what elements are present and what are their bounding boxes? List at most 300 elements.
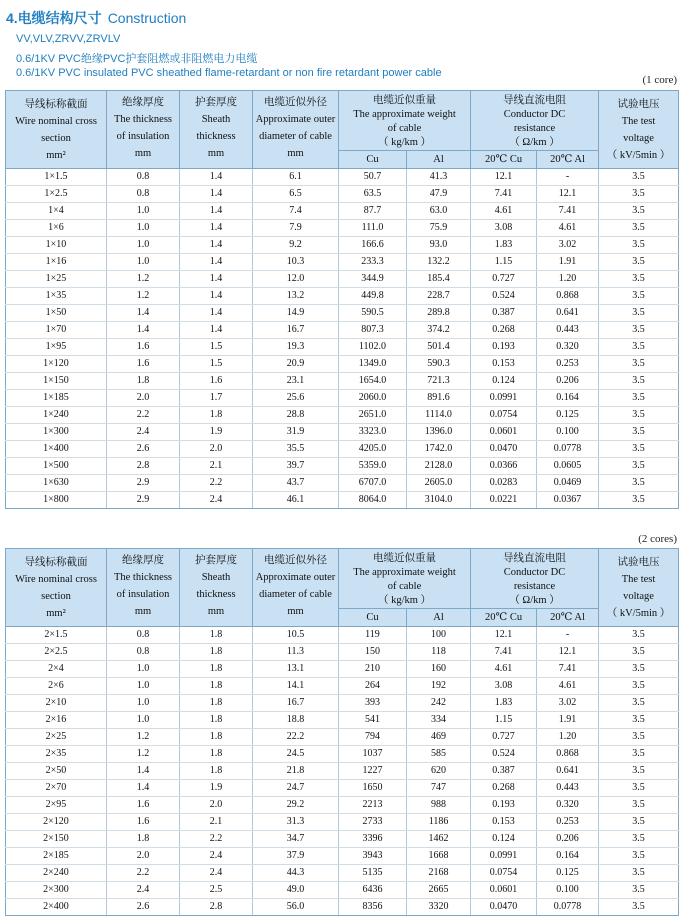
cell-res-cu: 0.0470	[471, 441, 537, 458]
cell-weight-al: 2128.0	[407, 458, 471, 475]
cell-res-al: 0.0778	[537, 899, 599, 916]
cell-weight-cu: 344.9	[339, 271, 407, 288]
cell-res-al: 0.253	[537, 356, 599, 373]
table-row	[6, 661, 679, 678]
cell-sheath: 1.6	[180, 373, 253, 390]
cell-weight-cu: 1654.0	[339, 373, 407, 390]
cell-insulation: 1.4	[107, 763, 180, 780]
cell-voltage: 3.5	[599, 882, 679, 899]
cell-res-al: 0.320	[537, 797, 599, 814]
cell-res-cu: 0.268	[471, 322, 537, 339]
cell-weight-al: 289.8	[407, 305, 471, 322]
cell-weight-cu: 2060.0	[339, 390, 407, 407]
cell-weight-al: 160	[407, 661, 471, 678]
cell-sheath: 2.0	[180, 441, 253, 458]
cell-insulation: 2.9	[107, 475, 180, 492]
cell-res-cu: 1.15	[471, 712, 537, 729]
cell-res-cu: 0.0601	[471, 424, 537, 441]
cell-weight-cu: 2213	[339, 797, 407, 814]
cell-diameter: 20.9	[253, 356, 339, 373]
table-row	[6, 220, 679, 237]
cell-insulation: 1.6	[107, 814, 180, 831]
cell-sheath: 2.2	[180, 475, 253, 492]
cell-res-cu: 0.387	[471, 763, 537, 780]
cell-res-cu: 0.124	[471, 373, 537, 390]
cell-section: 2×300	[6, 882, 107, 899]
cell-res-al: 1.91	[537, 712, 599, 729]
cell-sheath: 2.4	[180, 492, 253, 509]
cell-insulation: 1.8	[107, 373, 180, 390]
cell-insulation: 1.2	[107, 746, 180, 763]
cell-diameter: 16.7	[253, 322, 339, 339]
cell-sheath: 1.9	[180, 780, 253, 797]
cell-voltage: 3.5	[599, 458, 679, 475]
cell-section: 1×630	[6, 475, 107, 492]
cell-weight-cu: 2733	[339, 814, 407, 831]
cell-res-cu: 0.193	[471, 339, 537, 356]
cell-voltage: 3.5	[599, 627, 679, 644]
table-row	[6, 695, 679, 712]
cell-diameter: 46.1	[253, 492, 339, 509]
cell-section: 2×240	[6, 865, 107, 882]
cell-weight-cu: 1102.0	[339, 339, 407, 356]
cell-sheath: 2.0	[180, 797, 253, 814]
cell-insulation: 1.0	[107, 661, 180, 678]
cell-res-cu: 1.83	[471, 695, 537, 712]
cell-weight-al: 41.3	[407, 169, 471, 186]
cell-section: 1×70	[6, 322, 107, 339]
cell-sheath: 1.8	[180, 712, 253, 729]
core-label-2: (2 cores)	[638, 533, 677, 545]
cell-res-cu: 0.153	[471, 814, 537, 831]
cell-insulation: 1.4	[107, 305, 180, 322]
cell-sheath: 2.4	[180, 848, 253, 865]
cell-voltage: 3.5	[599, 390, 679, 407]
cell-weight-al: 242	[407, 695, 471, 712]
cell-weight-al: 192	[407, 678, 471, 695]
cell-section: 1×4	[6, 203, 107, 220]
cell-weight-al: 1462	[407, 831, 471, 848]
cell-diameter: 23.1	[253, 373, 339, 390]
cell-res-al: 0.0605	[537, 458, 599, 475]
cell-voltage: 3.5	[599, 424, 679, 441]
table-row	[6, 831, 679, 848]
header-res-cu: 20℃ Cu	[471, 151, 537, 169]
cell-section: 1×16	[6, 254, 107, 271]
cell-sheath: 2.5	[180, 882, 253, 899]
cell-sheath: 2.1	[180, 458, 253, 475]
cell-section: 2×6	[6, 678, 107, 695]
cell-diameter: 43.7	[253, 475, 339, 492]
cell-res-al: 0.164	[537, 848, 599, 865]
header-sheath: 护套厚度 Sheath thickness mm	[180, 91, 253, 169]
cell-weight-al: 185.4	[407, 271, 471, 288]
cell-section: 2×185	[6, 848, 107, 865]
table-row	[6, 797, 679, 814]
cell-res-al: 12.1	[537, 644, 599, 661]
table-row	[6, 237, 679, 254]
table-row	[6, 305, 679, 322]
cell-voltage: 3.5	[599, 169, 679, 186]
cell-diameter: 10.3	[253, 254, 339, 271]
cell-res-al: 0.125	[537, 407, 599, 424]
header-res-al: 20℃ Al	[537, 609, 599, 627]
cell-res-al: 0.0367	[537, 492, 599, 509]
cell-res-cu: 0.0366	[471, 458, 537, 475]
header-res-al: 20℃ Al	[537, 151, 599, 169]
cell-diameter: 34.7	[253, 831, 339, 848]
cell-res-al: -	[537, 169, 599, 186]
cell-weight-al: 93.0	[407, 237, 471, 254]
table-row	[6, 356, 679, 373]
cell-weight-cu: 1349.0	[339, 356, 407, 373]
cell-res-al: 0.443	[537, 322, 599, 339]
header-weight-cu: Cu	[339, 609, 407, 627]
cell-insulation: 0.8	[107, 644, 180, 661]
cell-diameter: 19.3	[253, 339, 339, 356]
table-row	[6, 746, 679, 763]
header-weight-al: Al	[407, 151, 471, 169]
cell-section: 1×1.5	[6, 169, 107, 186]
cell-weight-al: 2168	[407, 865, 471, 882]
cell-res-cu: 3.08	[471, 220, 537, 237]
cell-insulation: 0.8	[107, 186, 180, 203]
cell-diameter: 31.3	[253, 814, 339, 831]
cell-weight-al: 620	[407, 763, 471, 780]
cell-voltage: 3.5	[599, 288, 679, 305]
cell-diameter: 31.9	[253, 424, 339, 441]
cell-section: 1×25	[6, 271, 107, 288]
cell-voltage: 3.5	[599, 203, 679, 220]
cell-res-cu: 0.193	[471, 797, 537, 814]
cell-weight-al: 2665	[407, 882, 471, 899]
cell-res-cu: 0.0991	[471, 848, 537, 865]
cell-voltage: 3.5	[599, 186, 679, 203]
header-insulation: 绝缘厚度 The thickness of insulation mm	[107, 549, 180, 627]
cell-section: 2×2.5	[6, 644, 107, 661]
cell-diameter: 7.9	[253, 220, 339, 237]
header-weight-al: Al	[407, 609, 471, 627]
cell-sheath: 1.8	[180, 644, 253, 661]
spec-table-1-core	[5, 90, 679, 509]
cell-diameter: 21.8	[253, 763, 339, 780]
cell-res-cu: 0.524	[471, 746, 537, 763]
cell-res-cu: 0.0470	[471, 899, 537, 916]
cell-res-cu: 0.727	[471, 271, 537, 288]
cell-weight-cu: 794	[339, 729, 407, 746]
cell-res-cu: 0.524	[471, 288, 537, 305]
cell-section: 2×400	[6, 899, 107, 916]
cell-res-al: 0.125	[537, 865, 599, 882]
cell-diameter: 11.3	[253, 644, 339, 661]
cell-res-cu: 0.153	[471, 356, 537, 373]
table-row	[6, 644, 679, 661]
cell-insulation: 0.8	[107, 627, 180, 644]
cell-weight-cu: 1037	[339, 746, 407, 763]
header-weight-cu: Cu	[339, 151, 407, 169]
cell-section: 1×300	[6, 424, 107, 441]
table-row	[6, 254, 679, 271]
cell-weight-al: 334	[407, 712, 471, 729]
cell-insulation: 2.0	[107, 848, 180, 865]
cell-weight-cu: 3943	[339, 848, 407, 865]
table-row	[6, 186, 679, 203]
cell-weight-al: 118	[407, 644, 471, 661]
table-row	[6, 271, 679, 288]
cell-section: 2×25	[6, 729, 107, 746]
cell-res-cu: 0.727	[471, 729, 537, 746]
cell-sheath: 1.8	[180, 627, 253, 644]
cell-weight-al: 747	[407, 780, 471, 797]
cell-sheath: 1.8	[180, 729, 253, 746]
cell-insulation: 1.0	[107, 203, 180, 220]
cell-insulation: 1.6	[107, 356, 180, 373]
cell-insulation: 1.6	[107, 339, 180, 356]
table-row	[6, 882, 679, 899]
cell-diameter: 13.1	[253, 661, 339, 678]
cell-sheath: 1.4	[180, 254, 253, 271]
cell-insulation: 1.0	[107, 237, 180, 254]
cell-insulation: 1.0	[107, 678, 180, 695]
cell-voltage: 3.5	[599, 661, 679, 678]
cell-weight-al: 1396.0	[407, 424, 471, 441]
header-voltage: 试验电压 The test voltage （ kV/5min ）	[599, 91, 679, 169]
table-row	[6, 763, 679, 780]
cell-weight-cu: 5359.0	[339, 458, 407, 475]
cell-res-al: -	[537, 627, 599, 644]
cell-weight-al: 590.3	[407, 356, 471, 373]
cell-res-cu: 0.0991	[471, 390, 537, 407]
cell-weight-al: 1114.0	[407, 407, 471, 424]
cell-res-cu: 0.387	[471, 305, 537, 322]
cell-voltage: 3.5	[599, 678, 679, 695]
cell-res-al: 1.20	[537, 271, 599, 288]
cell-sheath: 2.4	[180, 865, 253, 882]
table-row	[6, 780, 679, 797]
cell-section: 2×16	[6, 712, 107, 729]
table-row	[6, 475, 679, 492]
section-english-title: Construction	[107, 10, 187, 26]
table-row	[6, 899, 679, 916]
cell-voltage: 3.5	[599, 865, 679, 882]
cell-weight-cu: 6436	[339, 882, 407, 899]
cell-diameter: 6.5	[253, 186, 339, 203]
cell-section: 1×400	[6, 441, 107, 458]
cell-res-cu: 0.0221	[471, 492, 537, 509]
cell-weight-cu: 166.6	[339, 237, 407, 254]
cell-res-al: 0.868	[537, 288, 599, 305]
cell-sheath: 1.5	[180, 339, 253, 356]
table-row	[6, 407, 679, 424]
cell-weight-cu: 4205.0	[339, 441, 407, 458]
cell-sheath: 1.4	[180, 305, 253, 322]
cell-weight-al: 1668	[407, 848, 471, 865]
cell-voltage: 3.5	[599, 712, 679, 729]
cell-insulation: 1.0	[107, 254, 180, 271]
cell-sheath: 1.4	[180, 220, 253, 237]
cell-weight-cu: 393	[339, 695, 407, 712]
table-row	[6, 288, 679, 305]
cell-res-cu: 3.08	[471, 678, 537, 695]
cell-insulation: 2.4	[107, 424, 180, 441]
cell-voltage: 3.5	[599, 831, 679, 848]
cell-voltage: 3.5	[599, 407, 679, 424]
cell-weight-al: 988	[407, 797, 471, 814]
cell-voltage: 3.5	[599, 492, 679, 509]
cell-sheath: 1.8	[180, 746, 253, 763]
cell-section: 1×800	[6, 492, 107, 509]
header-diameter: 电缆近似外径 Approximate outer diameter of cable mm	[253, 549, 339, 627]
cell-voltage: 3.5	[599, 899, 679, 916]
table-row	[6, 848, 679, 865]
cell-weight-al: 228.7	[407, 288, 471, 305]
cell-section: 2×1.5	[6, 627, 107, 644]
cell-res-al: 12.1	[537, 186, 599, 203]
cell-weight-cu: 8064.0	[339, 492, 407, 509]
header-voltage: 试验电压 The test voltage （ kV/5min ）	[599, 549, 679, 627]
cell-insulation: 2.2	[107, 407, 180, 424]
header-weight: 电缆近似重量 The approximate weight of cable （ kg/km ）	[339, 549, 471, 609]
spec-table-2-cores	[5, 548, 679, 916]
table-row	[6, 339, 679, 356]
cell-weight-al: 100	[407, 627, 471, 644]
cell-weight-al: 891.6	[407, 390, 471, 407]
cell-weight-cu: 63.5	[339, 186, 407, 203]
cell-res-al: 3.02	[537, 237, 599, 254]
cell-res-al: 0.164	[537, 390, 599, 407]
cell-voltage: 3.5	[599, 305, 679, 322]
cell-weight-cu: 111.0	[339, 220, 407, 237]
cell-section: 1×240	[6, 407, 107, 424]
cell-diameter: 6.1	[253, 169, 339, 186]
cell-weight-cu: 119	[339, 627, 407, 644]
cell-insulation: 2.9	[107, 492, 180, 509]
cell-section: 2×95	[6, 797, 107, 814]
cell-voltage: 3.5	[599, 746, 679, 763]
cell-diameter: 7.4	[253, 203, 339, 220]
cell-res-al: 0.641	[537, 305, 599, 322]
cell-voltage: 3.5	[599, 763, 679, 780]
header-weight: 电缆近似重量 The approximate weight of cable （ kg/km ）	[339, 91, 471, 151]
cell-weight-cu: 87.7	[339, 203, 407, 220]
cell-weight-cu: 150	[339, 644, 407, 661]
cell-insulation: 1.0	[107, 220, 180, 237]
cell-section: 2×150	[6, 831, 107, 848]
cell-res-al: 0.641	[537, 763, 599, 780]
cell-insulation: 1.0	[107, 695, 180, 712]
cell-section: 1×50	[6, 305, 107, 322]
cell-sheath: 1.8	[180, 763, 253, 780]
cell-insulation: 1.6	[107, 797, 180, 814]
cell-weight-cu: 50.7	[339, 169, 407, 186]
cell-weight-cu: 264	[339, 678, 407, 695]
cable-description-cn: 0.6/1KV PVC绝缘PVC护套阻燃或非阻燃电力电缆	[16, 53, 258, 65]
cell-sheath: 1.7	[180, 390, 253, 407]
cell-res-al: 0.100	[537, 424, 599, 441]
cell-res-cu: 12.1	[471, 627, 537, 644]
table-row	[6, 390, 679, 407]
cell-weight-cu: 210	[339, 661, 407, 678]
cell-diameter: 24.7	[253, 780, 339, 797]
cell-res-cu: 7.41	[471, 644, 537, 661]
cell-insulation: 1.2	[107, 729, 180, 746]
header-section: 导线标称截面 Wire nominal cross section mm²	[6, 91, 107, 169]
cell-insulation: 1.2	[107, 271, 180, 288]
cell-res-al: 0.206	[537, 373, 599, 390]
cell-weight-al: 1186	[407, 814, 471, 831]
cell-weight-al: 374.2	[407, 322, 471, 339]
cell-voltage: 3.5	[599, 322, 679, 339]
cell-res-cu: 0.0754	[471, 407, 537, 424]
cell-weight-cu: 807.3	[339, 322, 407, 339]
cell-weight-al: 721.3	[407, 373, 471, 390]
cell-res-cu: 1.83	[471, 237, 537, 254]
table-row	[6, 814, 679, 831]
cell-weight-cu: 541	[339, 712, 407, 729]
cell-insulation: 2.2	[107, 865, 180, 882]
cell-sheath: 1.8	[180, 407, 253, 424]
cell-section: 1×6	[6, 220, 107, 237]
cell-sheath: 1.4	[180, 186, 253, 203]
cell-voltage: 3.5	[599, 475, 679, 492]
cell-weight-al: 63.0	[407, 203, 471, 220]
cell-res-cu: 4.61	[471, 661, 537, 678]
cell-weight-cu: 449.8	[339, 288, 407, 305]
cell-section: 1×120	[6, 356, 107, 373]
cell-sheath: 1.4	[180, 322, 253, 339]
cell-res-al: 7.41	[537, 203, 599, 220]
cell-section: 1×2.5	[6, 186, 107, 203]
cell-section: 1×10	[6, 237, 107, 254]
cell-sheath: 1.8	[180, 695, 253, 712]
cell-section: 2×120	[6, 814, 107, 831]
cell-weight-cu: 8356	[339, 899, 407, 916]
cell-insulation: 2.6	[107, 441, 180, 458]
table-row	[6, 203, 679, 220]
cable-description-en: 0.6/1KV PVC insulated PVC sheathed flame-retardant or non fire retardant power cable	[16, 67, 442, 79]
cell-diameter: 10.5	[253, 627, 339, 644]
cell-diameter: 14.9	[253, 305, 339, 322]
cell-weight-cu: 3323.0	[339, 424, 407, 441]
cell-diameter: 29.2	[253, 797, 339, 814]
cell-sheath: 2.1	[180, 814, 253, 831]
table-row	[6, 424, 679, 441]
cell-res-al: 0.443	[537, 780, 599, 797]
cell-weight-cu: 6707.0	[339, 475, 407, 492]
cell-sheath: 1.4	[180, 203, 253, 220]
cell-weight-al: 469	[407, 729, 471, 746]
cell-sheath: 1.8	[180, 678, 253, 695]
cell-voltage: 3.5	[599, 254, 679, 271]
cell-weight-al: 501.4	[407, 339, 471, 356]
cell-insulation: 2.8	[107, 458, 180, 475]
cell-weight-cu: 5135	[339, 865, 407, 882]
cell-diameter: 12.0	[253, 271, 339, 288]
cell-weight-cu: 1650	[339, 780, 407, 797]
table-row	[6, 712, 679, 729]
cell-section: 1×500	[6, 458, 107, 475]
cell-section: 1×150	[6, 373, 107, 390]
header-resistance: 导线直流电阻 Conductor DC resistance （ Ω/km ）	[471, 91, 599, 151]
cell-voltage: 3.5	[599, 729, 679, 746]
cable-models: VV,VLV,ZRVV,ZRVLV	[16, 33, 121, 45]
cell-voltage: 3.5	[599, 373, 679, 390]
cell-insulation: 1.2	[107, 288, 180, 305]
cell-diameter: 14.1	[253, 678, 339, 695]
header-sheath: 护套厚度 Sheath thickness mm	[180, 549, 253, 627]
cell-sheath: 1.9	[180, 424, 253, 441]
cell-voltage: 3.5	[599, 356, 679, 373]
